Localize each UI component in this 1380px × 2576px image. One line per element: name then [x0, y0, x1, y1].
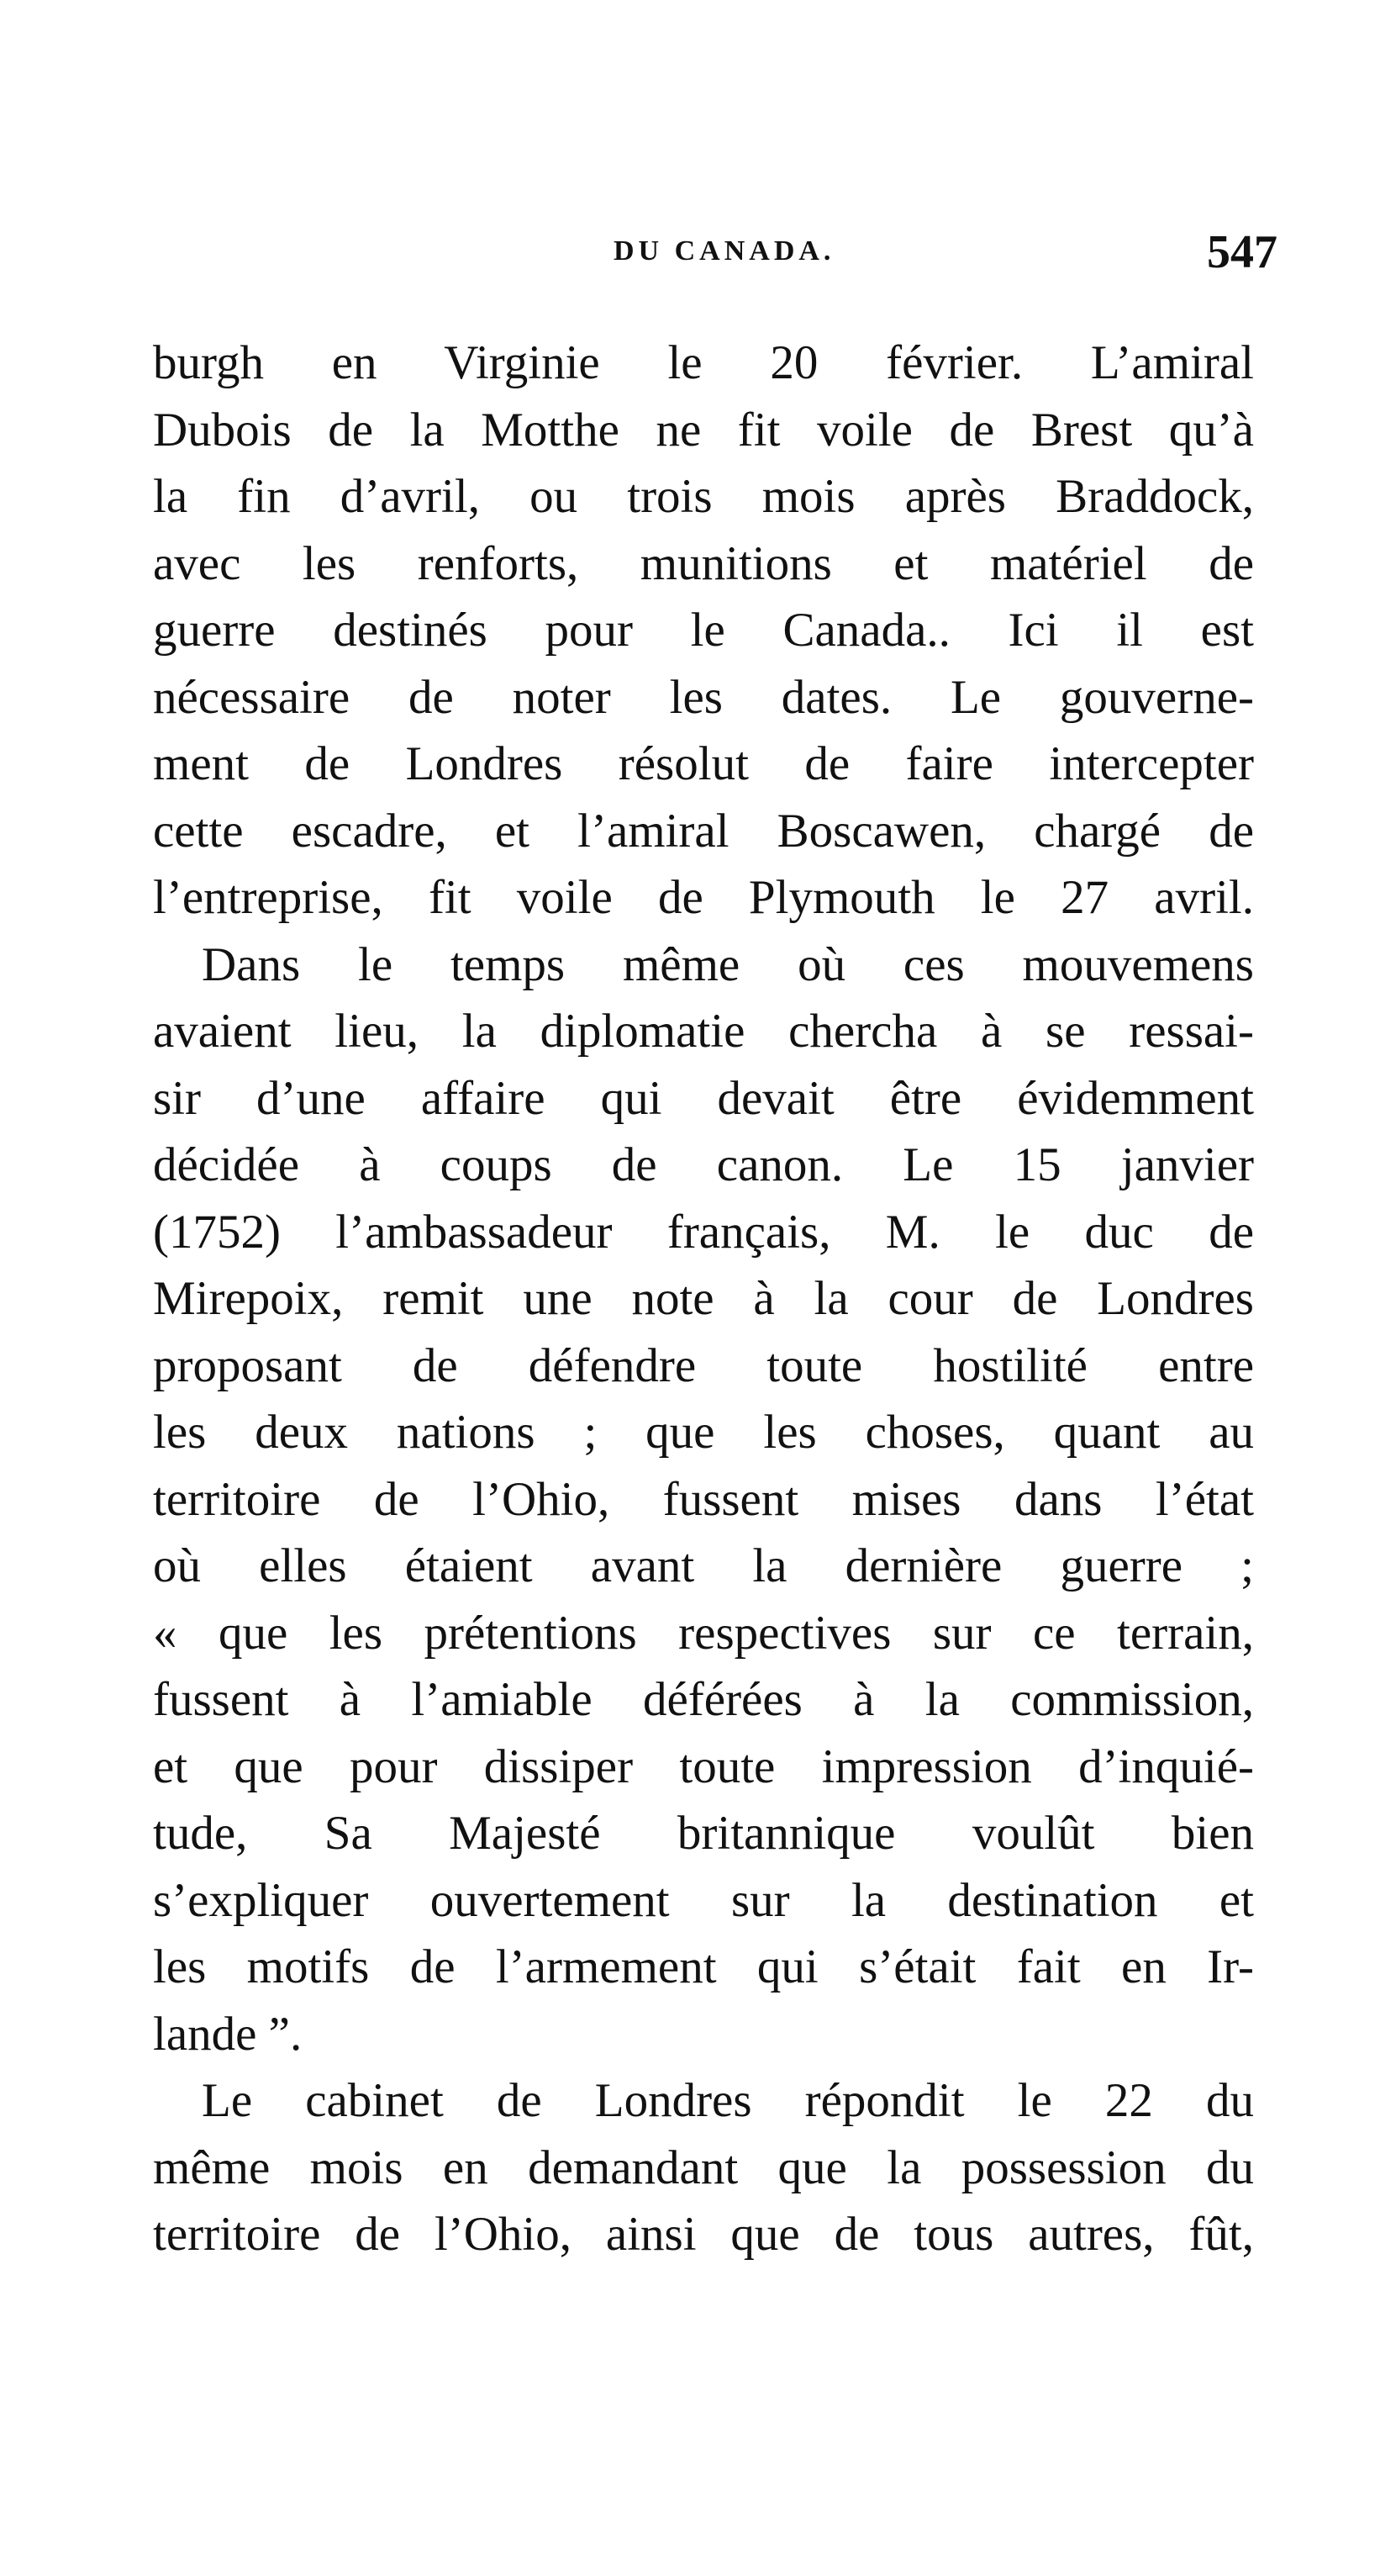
running-header: DU CANADA. [614, 235, 835, 267]
text-line: (1752) l’ambassadeur français, M. le duc de [153, 1205, 1254, 1259]
text-line: avec les renforts, munitions et matériel de [153, 536, 1254, 590]
text-line: cette escadre, et l’amiral Boscawen, chargé de [153, 804, 1254, 858]
text-line: ment de Londres résolut de faire intercepter [153, 737, 1254, 790]
text-line: burgh en Virginie le 20 février. L’amiral [153, 336, 1254, 389]
page-number: 547 [1207, 226, 1277, 278]
text-line: l’entreprise, fit voile de Plymouth le 27 avril. [153, 871, 1254, 924]
text-line: tude, Sa Majesté britannique voulût bien [153, 1807, 1254, 1860]
text-line: et que pour dissiper toute impression d’inquié- [153, 1739, 1254, 1793]
text-line: où elles étaient avant la dernière guerre ; [153, 1539, 1254, 1592]
text-line: Dubois de la Motthe ne fit voile de Brest qu’à [153, 403, 1254, 457]
text-line: les deux nations ; que les choses, quant au [153, 1406, 1254, 1459]
text-line: fussent à l’amiable déférées à la commission, [153, 1673, 1254, 1726]
text-line: Mirepoix, remit une note à la cour de Londres [153, 1272, 1254, 1325]
body-text [153, 330, 1254, 2268]
text-line: territoire de l’Ohio, fussent mises dans l’état [153, 1472, 1254, 1526]
text-line: avaient lieu, la diplomatie chercha à se ressai- [153, 1005, 1254, 1058]
text-line: « que les prétentions respectives sur ce terrain, [153, 1606, 1254, 1660]
text-line: la fin d’avril, ou trois mois après Braddock, [153, 470, 1254, 523]
text-line: sir d’une affaire qui devait être évidemment [153, 1071, 1254, 1125]
text-line: guerre destinés pour le Canada.. Ici il est [153, 604, 1254, 657]
text-line: lande ”. [153, 2007, 303, 2061]
text-line: Dans le temps même où ces mouvemens [202, 937, 1254, 991]
text-line: Le cabinet de Londres répondit le 22 du [202, 2074, 1254, 2127]
text-line: territoire de l’Ohio, ainsi que de tous autres, fût, [153, 2208, 1254, 2261]
text-line: nécessaire de noter les dates. Le gouverne- [153, 670, 1254, 724]
text-line: s’expliquer ouvertement sur la destination et [153, 1873, 1254, 1927]
text-line: les motifs de l’armement qui s’était fait en Ir- [153, 1940, 1254, 1993]
text-line: proposant de défendre toute hostilité entre [153, 1338, 1254, 1392]
text-line: décidée à coups de canon. Le 15 janvier [153, 1138, 1254, 1191]
text-line: même mois en demandant que la possession du [153, 2141, 1254, 2194]
